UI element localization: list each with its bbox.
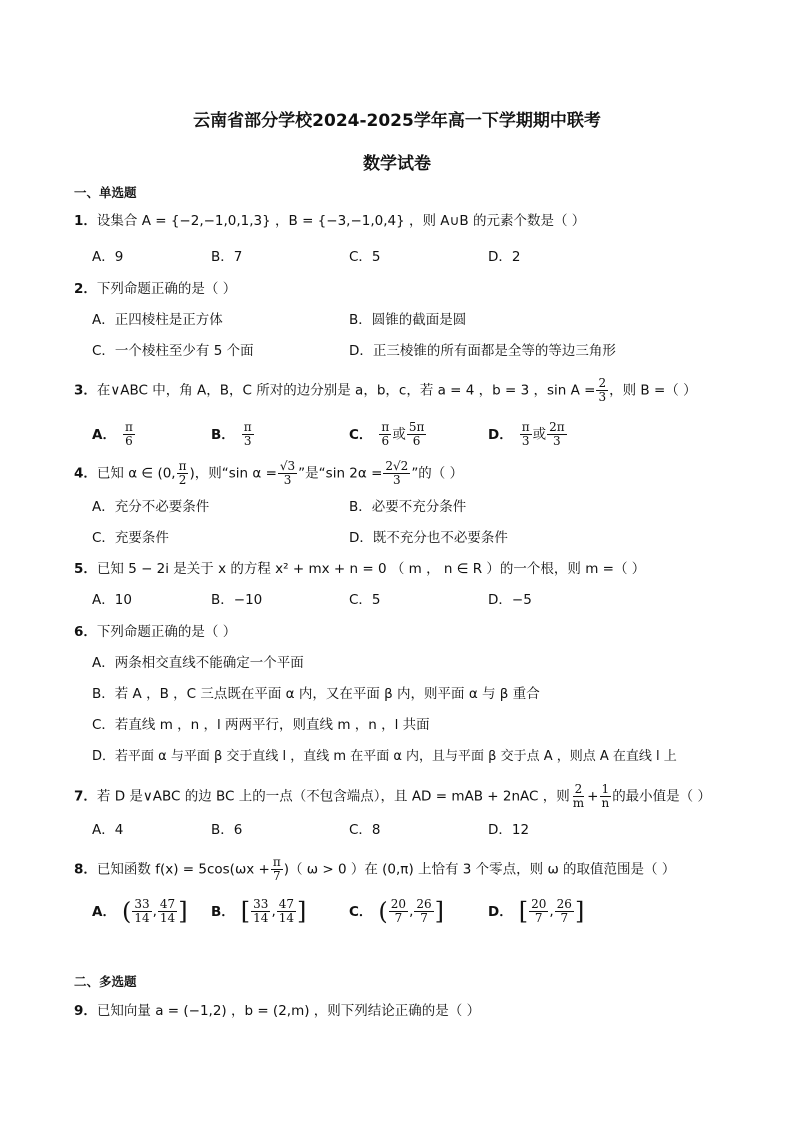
fraction: $\frac{\pi}{6}$: [124, 420, 133, 448]
question-text: 下列命题正确的是（ ）: [96, 281, 237, 297]
option-a: A． ( $\frac{33}{14}$ , $\frac{47}{14}$ ]: [92, 897, 188, 926]
question-number: 9．: [74, 1003, 97, 1019]
fraction: $\frac{33}{14}$: [253, 897, 269, 925]
question-7: [74, 783, 711, 810]
option-b: B．−10: [211, 592, 263, 608]
plus-sign: +: [587, 788, 599, 805]
fraction: $\frac{\pi}{3}$: [243, 420, 252, 448]
question-number: 6．: [74, 624, 97, 640]
question-text: 已知函数 f(x) = 5cos(ωx +: [96, 861, 270, 878]
option-label: D．: [488, 903, 513, 920]
section-heading: 二、多选题: [74, 974, 137, 989]
option-label: A．: [92, 426, 116, 443]
fraction: $\frac{2}{3}$: [598, 376, 607, 404]
option-d: D． $\frac{\pi}{3}$ 或 $\frac{2\pi}{3}$: [488, 420, 565, 448]
question-8: [74, 856, 675, 883]
option-a: A．充分不必要条件: [92, 499, 210, 515]
fraction: $\frac{47}{14}$: [159, 897, 176, 925]
question-text: ，则 B =（ ）: [609, 382, 697, 399]
document-title: 云南省部分学校2024-2025学年高一下学期期中联考: [193, 111, 601, 131]
option-label: A．: [92, 903, 116, 920]
option-a: A．9: [92, 249, 124, 265]
fraction: $\frac{26}{7}$: [556, 897, 572, 925]
fraction: $\frac{26}{7}$: [416, 897, 432, 925]
option-c: C．充要条件: [92, 530, 169, 546]
option-b: B．若 A ，B ，C 三点既在平面 α 内，又在平面 β 内，则平面 α 与 β 重合: [92, 686, 540, 702]
option-d: D． [ $\frac{20}{7}$ , $\frac{26}{7}$ ]: [488, 897, 585, 926]
question-1: [74, 211, 585, 231]
question-6: [74, 622, 236, 642]
question-number: 4．: [74, 465, 97, 482]
question-text: 下列命题正确的是（ ）: [96, 624, 237, 640]
question-4: [74, 460, 463, 487]
section-heading: 一、单选题: [74, 185, 137, 200]
option-a: A．正四棱柱是正方体: [92, 312, 223, 328]
option-c: C．5: [349, 592, 381, 608]
fraction: $\frac{\pi}{3}$: [521, 420, 530, 448]
question-text: 若 D 是∨ABC 的边 BC 上的一点（不包含端点），且 AD = mAB + 2nAC ，则: [96, 788, 570, 805]
option-b: B．7: [211, 249, 243, 265]
fraction: $\frac{\pi}{6}$: [381, 420, 390, 448]
question-number: 2．: [74, 281, 97, 297]
option-d: D．2: [488, 249, 521, 265]
option-label: B．: [211, 903, 235, 920]
option-a: A．两条相交直线不能确定一个平面: [92, 655, 304, 671]
fraction: $\frac{20}{7}$: [531, 897, 547, 925]
option-c: C．一个棱柱至少有 5 个面: [92, 343, 254, 359]
option-b: B． [ $\frac{33}{14}$ , $\frac{47}{14}$ ]: [211, 897, 307, 926]
option-d: D．既不充分也不必要条件: [349, 530, 508, 546]
question-number: 3．: [74, 382, 97, 399]
question-text: 已知向量 a = (−1,2) ，b = (2,m) ，则下列结论正确的是（ ）: [96, 1003, 481, 1019]
option-d: D．12: [488, 822, 530, 838]
question-text: 在∨ABC 中，角 A，B，C 所对的边分别是 a，b，c，若 a = 4 ，b = 3 ，sin A =: [96, 382, 596, 399]
fraction: $\frac{√3}{3}$: [279, 459, 296, 487]
fraction: $\frac{\pi}{7}$: [272, 855, 281, 883]
question-number: 5．: [74, 561, 97, 577]
question-text: 设集合 A = {−2,−1,0,1,3} ，B = {−3,−1,0,4} ，则 A∪B 的元素个数是（ ）: [96, 213, 586, 229]
option-c: C．8: [349, 822, 381, 838]
question-text: )，则“sin α =: [189, 465, 277, 482]
option-c: C． $\frac{\pi}{6}$ 或 $\frac{5\pi}{6}$: [349, 420, 425, 448]
fraction: $\frac{1}{n}$: [601, 782, 610, 810]
question-9: [74, 1001, 480, 1021]
question-3: [74, 377, 697, 404]
question-text: 已知 α ∈ (0,: [96, 465, 176, 482]
option-b: [211, 421, 255, 448]
question-text: 已知 5 − 2i 是关于 x 的方程 x² + mx + n = 0 （ m ， n ∈ R ）的一个根，则 m =（ ）: [96, 561, 646, 577]
question-number: 8．: [74, 861, 97, 878]
option-c: C． ( $\frac{20}{7}$ , $\frac{26}{7}$ ]: [349, 897, 445, 926]
question-text: ”是“sin 2α =: [298, 465, 383, 482]
question-text: )（ ω > 0 ）在 (0,π) 上恰有 3 个零点，则 ω 的取值范围是（ ）: [283, 861, 676, 878]
option-d: D．正三棱锥的所有面都是全等的等边三角形: [349, 343, 616, 359]
fraction: $\frac{2√2}{3}$: [385, 459, 409, 487]
fraction: $\frac{33}{14}$: [134, 897, 150, 925]
option-b: B．必要不充分条件: [349, 499, 467, 515]
option-b: B．圆锥的截面是圆: [349, 312, 467, 328]
option-a: [92, 421, 136, 448]
question-text: ”的（ ）: [411, 465, 464, 482]
fraction: $\frac{5\pi}{6}$: [408, 420, 425, 448]
option-a: A．10: [92, 592, 132, 608]
option-label: C．: [349, 426, 373, 443]
document-subtitle: 数学试卷: [363, 154, 431, 174]
question-text: 的最小值是（ ）: [612, 788, 711, 805]
option-c: C．5: [349, 249, 381, 265]
option-d: D．若平面 α 与平面 β 交于直线 l ，直线 m 在平面 α 内，且与平面 β 交于点 A ，则点 A 在直线 l 上: [92, 749, 677, 764]
option-b: B．6: [211, 822, 243, 838]
option-c: C．若直线 m ，n ，l 两两平行，则直线 m ，n ，l 共面: [92, 717, 430, 733]
fraction: $\frac{\pi}{2}$: [178, 459, 187, 487]
option-label: C．: [349, 903, 373, 920]
option-label: B．: [211, 426, 235, 443]
question-number: 7．: [74, 788, 97, 805]
option-d: D．−5: [488, 592, 532, 608]
fraction: $\frac{2\pi}{3}$: [549, 420, 565, 448]
question-number: 1．: [74, 213, 97, 229]
fraction: $\frac{47}{14}$: [278, 897, 295, 925]
option-label: D．: [488, 426, 513, 443]
option-a: A．4: [92, 822, 124, 838]
fraction: $\frac{2}{m}$: [572, 782, 585, 810]
question-2: [74, 279, 236, 299]
question-5: [74, 559, 645, 579]
fraction: $\frac{20}{7}$: [390, 897, 407, 925]
